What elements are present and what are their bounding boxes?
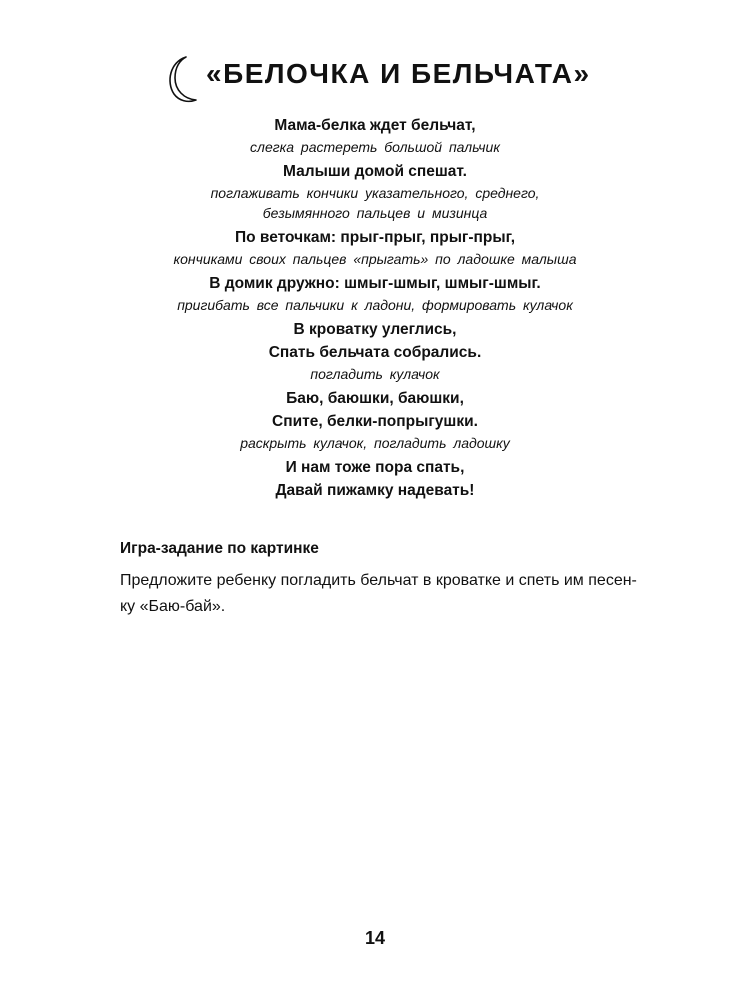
poem-instruction: раскрыть кулачок, погладить ладошку [240,435,510,451]
poem [0,114,750,502]
poem-verse-line: И нам тоже пора спать, [285,459,465,476]
page-title: «БЕЛОЧКА И БЕЛЬЧАТА» [206,58,591,89]
poem-instruction: погладить кулачок [310,366,440,382]
task-text-line: ку «Баю-бай». [120,598,226,615]
task-heading: Игра-задание по картинке [120,540,319,557]
poem-instruction: кончиками своих пальцев «прыгать» по ладошке малыша [173,251,577,267]
page-number: 14 [364,928,386,948]
page-header [0,48,750,108]
poem-instruction: безымянного пальцев и мизинца [262,205,488,221]
poem-verse-line: Мама-белка ждет бельчат, [274,117,476,134]
poem-instruction: поглаживать кончики указательного, среднего, [210,185,540,201]
poem-verse-line: Давай пижамку надевать! [275,482,475,499]
crescent-moon-icon [160,54,200,104]
task-text-line: Предложите ребенку погладить бельчат в кроватке и спеть им песен- [120,572,637,589]
poem-verse-line: По веточкам: прыг-прыг, прыг-прыг, [234,229,516,246]
poem-verse-line: Спите, белки-попрыгушки. [272,413,478,430]
poem-instruction: слегка растереть большой пальчик [250,139,500,155]
poem-verse-line: В кроватку улеглись, [293,321,457,338]
poem-verse-line: В домик дружно: шмыг-шмыг, шмыг-шмыг. [209,275,541,292]
poem-verse-line: Спать бельчата собрались. [268,344,482,361]
task-text [120,568,670,620]
poem-verse-line: Баю, баюшки, баюшки, [286,390,464,407]
task-section [120,540,670,620]
poem-instruction: пригибать все пальчики к ладони, формировать кулачок [177,297,573,313]
poem-verse-line: Малыши домой спешат. [283,163,467,180]
